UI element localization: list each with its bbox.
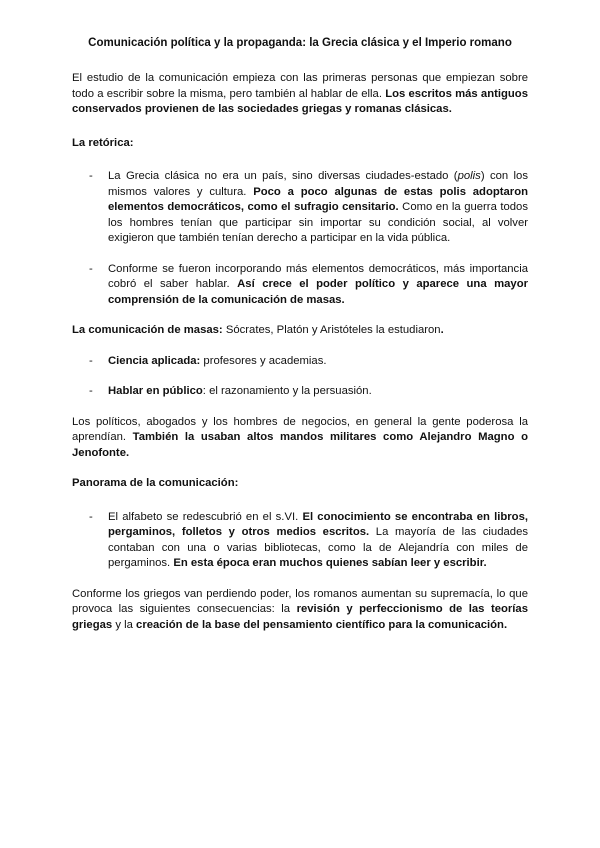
dash-bullet: - — [89, 510, 93, 523]
conclusion-text: y la — [112, 618, 137, 631]
retorica-list — [72, 169, 528, 308]
item-bold-text: Así crece el poder político y aparece una mayor comprensión de la comunicación de masas. — [108, 278, 528, 306]
politicos-bold-text: También la usaban altos mandos militares como Alejandro Magno o Jenofonte. — [72, 431, 528, 459]
conclusion-bold-text: creación de la base del pensamiento científico para la comunicación. — [136, 618, 508, 631]
item-text: La Grecia clásica no era un país, sino diversas ciudades-estado ( — [108, 170, 458, 182]
item-bold-text: En esta época eran muchos quienes sabían leer y escribir. — [173, 557, 487, 569]
intro-bold-text: Los escritos más antiguos conservados provienen de las sociedades griegas y romanas clásicas. — [72, 87, 528, 115]
dash-bullet: - — [89, 354, 93, 367]
list-item — [72, 384, 528, 400]
masas-list — [72, 354, 528, 400]
list-item — [72, 510, 528, 572]
item-text: : el razonamiento y la persuasión. — [202, 385, 372, 397]
masas-paragraph — [72, 323, 528, 339]
document-title: Comunicación política y la propaganda: la Grecia clásica y el Imperio romano — [88, 37, 512, 49]
dash-bullet: - — [89, 170, 93, 182]
item-text: profesores y academias. — [200, 354, 327, 367]
conclusion-paragraph — [72, 587, 528, 634]
item-bold-text: Ciencia aplicada: — [108, 354, 201, 367]
panorama-list — [72, 510, 528, 572]
item-italic-text: polis — [457, 170, 481, 182]
conclusion-text: Conforme los griegos van perdiendo poder, los romanos aumentan su supremacía, lo que provoca las siguientes consecuencias: la — [72, 587, 528, 615]
intro-paragraph — [72, 71, 528, 118]
dash-bullet: - — [89, 385, 93, 397]
item-text: El alfabeto se redescubrió en el s.VI. — [108, 510, 303, 523]
item-bold-text: Hablar en público — [108, 385, 203, 397]
item-text: La mayoría de las ciudades contaban con una o varias bibliotecas, como la de Alejandría con miles de pergaminos. — [108, 526, 528, 569]
item-text: Conforme se fueron incorporando más elementos democráticos, más importancia cobró el saber hablar. — [108, 262, 528, 290]
item-bold-text: El conocimiento se encontraba en libros, pergaminos, folletos y otros medios escritos. — [108, 510, 528, 538]
list-item — [72, 169, 528, 247]
intro-text: El estudio de la comunicación empieza con las primeras personas que empiezan sobre todo a escribir sobre la misma, pero también al hablar de ella. — [72, 72, 528, 100]
masas-text: Sócrates, Platón y Aristóteles la estudiaron — [222, 324, 441, 336]
retorica-heading: La retórica: — [72, 136, 134, 149]
politicos-text: Los políticos, abogados y los hombres de negocios, en general la gente poderosa la aprendían. — [72, 415, 528, 443]
list-item — [72, 262, 528, 309]
masas-period: . — [440, 324, 444, 336]
item-bold-text: Poco a poco algunas de estas polis adoptaron elementos democráticos, como el sufragio censitario. — [108, 185, 528, 213]
item-text: Como en la guerra todos los hombres tenían que participar sin importar su condición social, al volver exigieron que también tenían derecho a participar en la vida pública. — [108, 201, 528, 244]
politicos-paragraph — [72, 415, 528, 462]
conclusion-bold-text: revisión y perfeccionismo de las teorías griegas — [72, 603, 528, 631]
masas-heading: La comunicación de masas: — [72, 324, 223, 336]
dash-bullet: - — [89, 262, 93, 275]
panorama-heading: Panorama de la comunicación: — [72, 477, 239, 489]
item-text: ) con los mismos valores y cultura. — [108, 170, 528, 198]
list-item — [72, 354, 528, 370]
